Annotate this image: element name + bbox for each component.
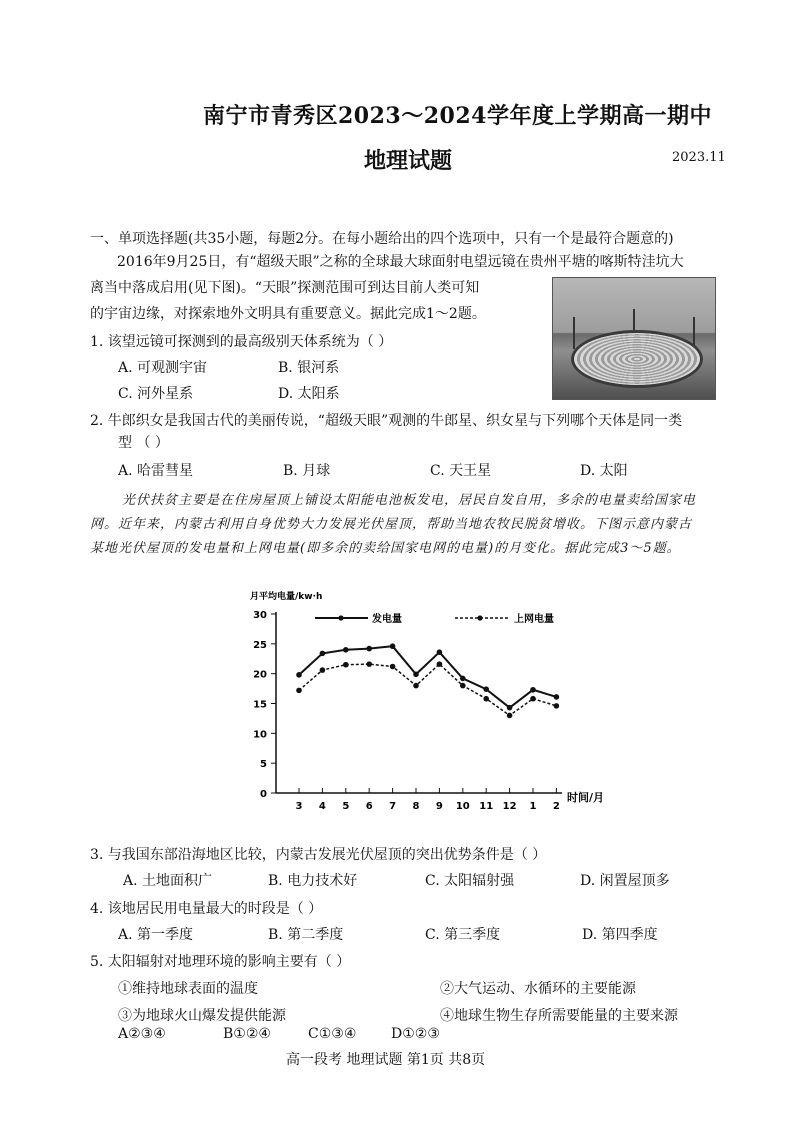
q2-option-c: C. 天王星: [430, 463, 492, 479]
series-2-point: [530, 696, 536, 702]
series-2-point: [437, 661, 443, 667]
x-tick-label: 9: [435, 801, 443, 812]
series-1-point: [530, 687, 536, 693]
series-1-point: [483, 686, 489, 692]
series-2-point: [554, 703, 560, 709]
q5-item-2: ②大气运动、水循环的主要能源: [440, 981, 636, 997]
page-footer: 高一段考 地理试题 第1页 共8页: [286, 1052, 486, 1068]
series-2-point: [366, 661, 372, 667]
x-tick-label: 2: [552, 801, 560, 812]
section-heading: 一、单项选择题(共35小题，每题2分。在每小题给出的四个选项中，只有一个是最符合题意的): [90, 231, 674, 247]
q1-option-d: D. 太阳系: [278, 386, 340, 402]
series-1-point: [413, 671, 419, 677]
intro-line-1: 2016年9月25日，有“超级天眼”之称的全球最大球面射电望远镜在贵州平塘的喀斯特洼坑大: [117, 254, 684, 270]
x-tick-label: 6: [365, 801, 373, 812]
x-tick-label: 11: [479, 801, 494, 812]
x-tick-label: 7: [389, 801, 397, 812]
series-2-point: [413, 683, 419, 689]
page-subtitle: 地理试题: [364, 148, 453, 174]
x-tick-label: 4: [318, 801, 326, 812]
legend-label-series-1: 发电量: [372, 614, 402, 625]
series-1-point: [437, 649, 443, 655]
q3-option-b: B. 电力技术好: [268, 873, 358, 889]
q4-option-a: A. 第一季度: [118, 927, 194, 943]
q5-option-b: B①②④: [223, 1026, 271, 1042]
series-line-2: [299, 664, 556, 715]
y-tick-label: 20: [253, 669, 267, 681]
q4-option-d: D. 第四季度: [582, 927, 658, 943]
q3-option-d: D. 闲置屋顶多: [580, 873, 670, 889]
x-tick-label: 5: [342, 801, 350, 812]
q1-stem: 1. 该望远镜可探测到的最高级别天体系统为（ ）: [90, 334, 393, 350]
q4-option-b: B. 第二季度: [268, 927, 344, 943]
y-tick-label: 10: [253, 729, 267, 741]
q5-option-d: D①②③: [391, 1026, 440, 1042]
passage-line-3: 某地光伏屋顶的发电量和上网电量(即多余的卖给国家电网的电量)的月变化。据此完成3～5题。: [90, 541, 681, 556]
tower-icon: [573, 317, 575, 349]
series-1-point: [320, 651, 326, 657]
exam-date: 2023.11: [672, 150, 726, 165]
q5-item-1: ①维持地球表面的温度: [118, 981, 258, 997]
series-2-point: [320, 667, 326, 673]
y-axis-label: 月平均电量/kw·h: [250, 592, 323, 602]
passage-line-1: 光伏扶贫主要是在住房屋顶上铺设太阳能电池板发电，居民自发自用，多余的电量卖给国家电: [122, 493, 697, 508]
series-2-point: [460, 683, 466, 689]
q3-option-c: C. 太阳辐射强: [425, 873, 515, 889]
y-tick-label: 0: [260, 789, 267, 800]
q4-stem: 4. 该地居民用电量最大的时段是（ ）: [90, 901, 323, 917]
series-1-point: [460, 676, 466, 682]
q1-option-b: B. 银河系: [278, 360, 340, 376]
page-title: 南宁市青秀区2023～2024学年度上学期高一期中: [203, 103, 712, 129]
x-tick-label: 1: [529, 801, 537, 812]
legend-label-series-2: 上网电量: [514, 614, 554, 625]
x-tick-label: 8: [412, 801, 420, 812]
series-2-point: [296, 688, 302, 694]
legend-solid-marker: [338, 615, 343, 620]
q2-stem-line2: 型 （ ）: [118, 435, 169, 451]
legend-dashed-marker: [477, 615, 482, 620]
electricity-line-chart: [230, 582, 630, 814]
q1-option-a: A. 可观测宇宙: [118, 360, 208, 376]
q5-option-c: C①③④: [308, 1026, 357, 1042]
series-1-point: [507, 705, 513, 711]
y-tick-label: 25: [253, 639, 267, 651]
q2-option-d: D. 太阳: [580, 463, 628, 479]
series-2-point: [390, 664, 396, 670]
series-1-point: [554, 694, 560, 700]
series-1-point: [390, 643, 396, 649]
series-2-point: [507, 713, 513, 719]
q5-option-a: A②③④: [118, 1026, 166, 1042]
q5-item-4: ④地球生物生存所需要能量的主要来源: [440, 1008, 678, 1024]
series-1-point: [343, 647, 349, 653]
passage-line-2: 网。近年来，内蒙古利用自身优势大力发展光伏屋顶，帮助当地农牧民脱贫增收。下图示意内蒙古: [90, 517, 693, 532]
q2-option-b: B. 月球: [283, 463, 331, 479]
q1-option-c: C. 河外星系: [118, 386, 194, 402]
q2-option-a: A. 哈雷彗星: [118, 463, 194, 479]
telescope-dish-icon: [571, 330, 703, 388]
x-tick-label: 10: [455, 801, 470, 812]
series-2-point: [343, 662, 349, 668]
x-axis-label: 时间/月: [567, 791, 605, 804]
q3-option-a: A. 土地面积广: [123, 873, 213, 889]
y-tick-label: 15: [253, 699, 267, 711]
intro-line-3: 的宇宙边缘，对探索地外文明具有重要意义。据此完成1～2题。: [90, 306, 486, 322]
series-line-1: [299, 646, 556, 707]
q3-stem: 3. 与我国东部沿海地区比较，内蒙古发展光伏屋顶的突出优势条件是（ ）: [90, 847, 547, 863]
y-tick-label: 30: [253, 610, 267, 621]
series-1-point: [296, 672, 302, 678]
x-tick-label: 3: [295, 801, 303, 812]
y-tick-label: 5: [260, 759, 267, 771]
q5-stem: 5. 太阳辐射对地理环境的影响主要有（ ）: [90, 954, 351, 970]
series-1-point: [366, 646, 372, 652]
series-2-point: [483, 696, 489, 702]
x-tick-label: 12: [502, 801, 517, 812]
q2-stem-line1: 2. 牛郎织女是我国古代的美丽传说，“超级天眼”观测的牛郎星、织女星与下列哪个天体是同一类: [90, 413, 683, 429]
fast-telescope-photo: [552, 277, 716, 400]
intro-line-2: 离当中落成启用(见下图)。“天眼”探测范围可到达目前人类可知: [90, 280, 480, 296]
q5-item-3: ③为地球火山爆发提供能源: [118, 1008, 286, 1024]
q4-option-c: C. 第三季度: [425, 927, 501, 943]
